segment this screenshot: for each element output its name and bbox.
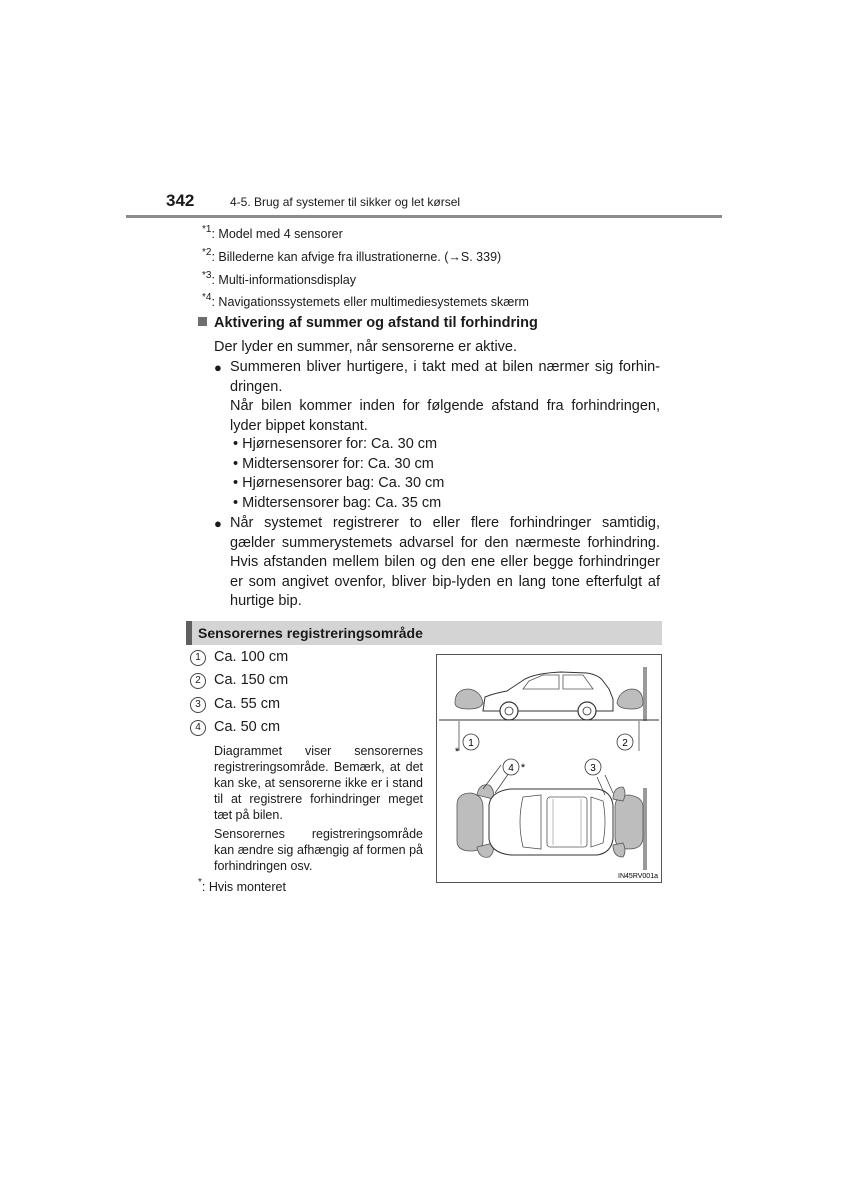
car-windshield [520,795,541,849]
sensor-range-diagram [436,654,662,883]
number-circle-icon: 1 [190,650,206,666]
footnote-4: $^{*4}$: Navigationssystemets eller multimediesystemets skærm [202,292,529,309]
bullet-icon: ● [214,516,222,531]
rear-corner-zone [613,843,625,857]
sensor-diagram-svg [437,655,661,882]
square-bullet-icon [198,317,207,326]
section-title-activation: Aktivering af summer og afstand til forhindring [198,315,538,331]
bullet-icon: ● [214,360,222,375]
figure-asterisk: * [520,762,526,774]
figure-label-2: 2 [622,738,628,749]
bullet-item-2: ● Når systemet registrerer to eller flere forhindringer samtidig, gælder summerystemets advarsel for den nærmeste forhindring. Hvis afstanden mellem bilen og den ene eller begge forhindringer er som angivet ovenfor, bliver bip-lyden en lang tone efterfulgt af hurtige bip. [214,515,660,609]
list-item: • Midtersensorer for: Ca. 30 cm [233,455,434,472]
range-note: Sensorernes registreringsområde kan ændre sig afhængig af formen på forhindringen osv. [214,827,423,873]
rear-detection-zone [617,689,643,709]
page-number: 342 [166,191,195,210]
section-title-detection: Sensorernes registreringsområde [198,625,423,641]
section-header: 4-5. Brug af systemer til sikker og let kørsel [230,195,461,209]
car-rear-window [591,797,605,847]
bullet-item-1: ● Summeren bliver hurtigere, i takt med at bilen nærmer sig forhindringen. Når bilen kommer inden for følgende afstand fra forhindringen, lyder bippet konstant. [214,359,660,434]
wall-side-view [643,667,647,721]
rear-corner-zone [613,787,625,801]
list-item: • Hjørnesensorer bag: Ca. 30 cm [233,475,445,491]
footnote-2: $^{*2}$: Billederne kan afvige fra illustrationerne. (→S. 339) [202,247,502,264]
figure-code: IN45RV001a [618,873,658,880]
section-band-accent [186,621,192,645]
front-detection-zone [455,689,483,709]
header-divider [126,215,722,218]
number-circle-icon: 2 [190,673,206,689]
footnote-1: $^{*1}$: Model med 4 sensorer [202,224,343,241]
range-item-4: 4 Ca. 50 cm [190,719,280,736]
distance-list [233,435,444,513]
number-circle-icon: 4 [190,720,206,736]
list-item: • Midtersensorer bag: Ca. 35 cm [233,494,442,511]
figure-asterisk: * [454,746,460,758]
range-item-2: 2 Ca. 150 cm [190,672,288,689]
installed-footnote: *: Hvis monteret [198,877,286,894]
list-item: • Hjørnesensorer for: Ca. 30 cm [233,436,438,452]
range-item-1: 1 Ca. 100 cm [190,649,288,666]
wall-top-view [643,788,647,870]
number-circle-icon: 3 [190,697,206,713]
activation-intro: Der lyder en summer, når sensorerne er aktive. [214,339,518,355]
rear-center-zone [615,795,643,849]
figure-label-4: 4 [508,763,514,774]
front-center-zone [457,793,483,851]
figure-label-3: 3 [590,763,596,774]
figure-label-1: 1 [468,738,474,749]
footnote-3: $^{*3}$: Multi-informationsdisplay [202,270,356,287]
diagram-note: Diagrammet viser sensorernes registreringsområde. Bemærk, at det kan ske, at sensorerne ikke er i stand til at registrere forhindringer meget tæt på bilen. [214,744,423,822]
range-item-3: 3 Ca. 55 cm [190,696,280,713]
